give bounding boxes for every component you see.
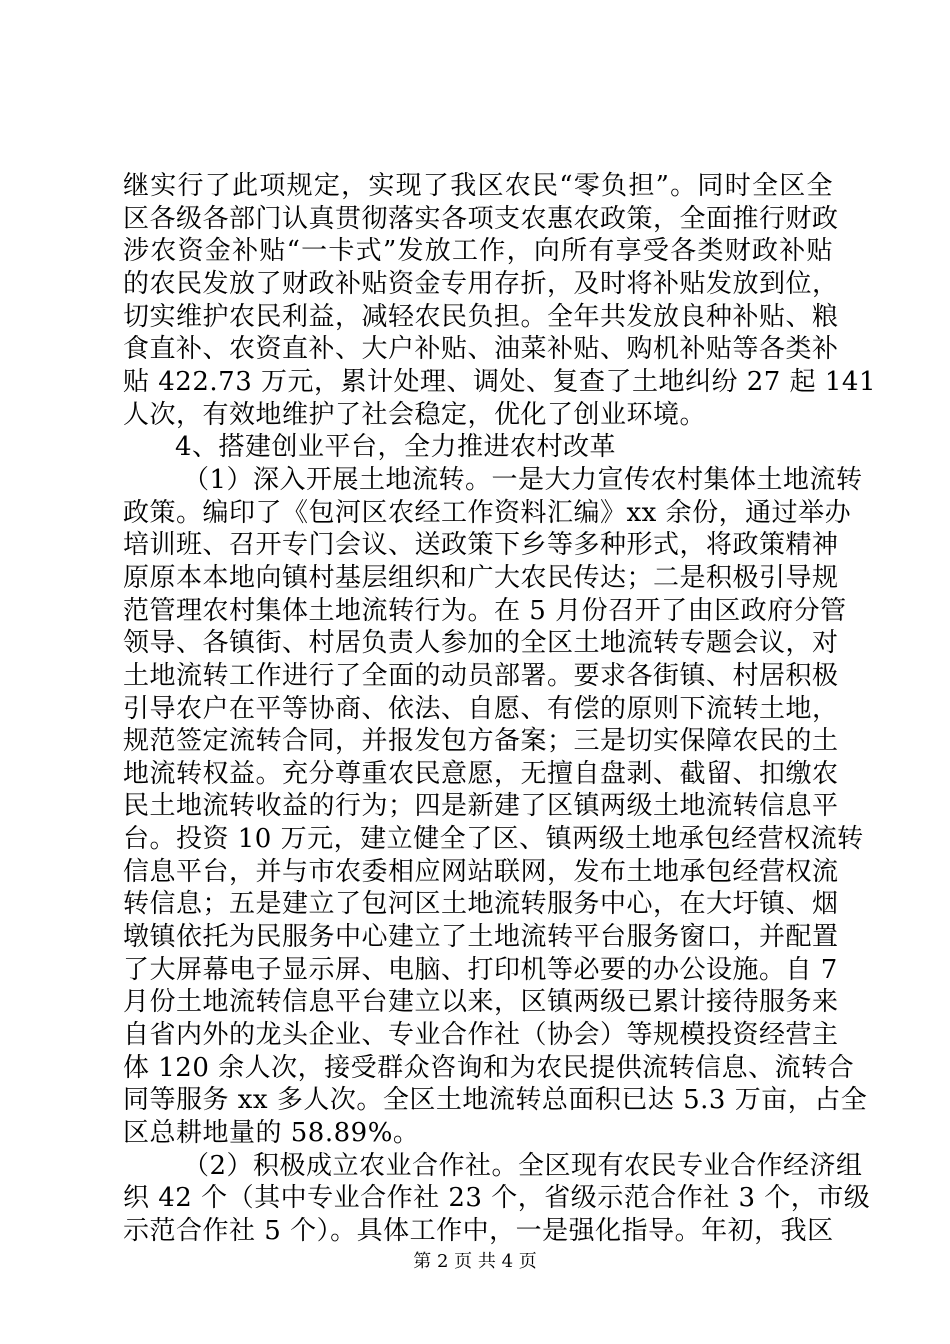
- section-heading: 4、搭建创业平台，全力推进农村改革: [175, 432, 617, 462]
- text-line: 月份土地流转信息平台建立以来，区镇两级已累计接待服务来: [123, 987, 839, 1017]
- text-line: 示范合作社 5 个）。具体工作中，一是强化指导。年初，我区: [123, 1216, 834, 1246]
- text-line: （2）积极成立农业合作社。全区现有农民专业合作经济组: [183, 1151, 863, 1181]
- text-line: 织 42 个（其中专业合作社 23 个，省级示范合作社 3 个，市级: [123, 1183, 871, 1213]
- text-line: 切实维护农民利益，减轻农民负担。全年共发放良种补贴、粮: [123, 302, 839, 332]
- text-line: 贴 422.73 万元，累计处理、调处、复查了土地纠纷 27 起 141: [123, 367, 877, 397]
- text-line: 区总耕地量的 58.89%。: [123, 1118, 420, 1148]
- text-line: 台。投资 10 万元，建立健全了区、镇两级土地承包经营权流转: [123, 824, 864, 854]
- text-line: 体 120 余人次，接受群众咨询和为农民提供流转信息、流转合: [123, 1053, 855, 1083]
- text-line: 继实行了此项规定，实现了我区农民“零负担”。同时全区全: [123, 171, 833, 201]
- text-line: 人次，有效地维护了社会稳定，优化了创业环境。: [123, 400, 707, 430]
- text-line: 区各级各部门认真贯彻落实各项支农惠农政策，全面推行财政: [123, 204, 839, 234]
- text-line: 领导、各镇街、村居负责人参加的全区土地流转专题会议，对: [123, 628, 839, 658]
- text-line: 同等服务 xx 多人次。全区土地流转总面积已达 5.3 万亩，占全: [123, 1085, 868, 1115]
- text-line: 规范签定流转合同，并报发包方备案；三是切实保障农民的土: [123, 726, 839, 756]
- text-line: 原原本本地向镇村基层组织和广大农民传达；二是积极引导规: [123, 563, 839, 593]
- text-line: 的农民发放了财政补贴资金专用存折，及时将补贴发放到位，: [123, 269, 839, 299]
- text-line: 引导农户在平等协商、依法、自愿、有偿的原则下流转土地，: [123, 694, 839, 724]
- text-line: （1）深入开展土地流转。一是大力宣传农村集体土地流转: [183, 465, 863, 495]
- text-line: 土地流转工作进行了全面的动员部署。要求各街镇、村居积极: [123, 661, 839, 691]
- text-line: 了大屏幕电子显示屏、电脑、打印机等必要的办公设施。自 7: [123, 955, 838, 985]
- text-line: 范管理农村集体土地流转行为。在 5 月份召开了由区政府分管: [123, 596, 847, 626]
- text-line: 信息平台，并与市农委相应网站联网，发布土地承包经营权流: [123, 857, 839, 887]
- text-line: 食直补、农资直补、大户补贴、油菜补贴、购机补贴等各类补: [123, 334, 839, 364]
- page-footer: 第 2 页 共 4 页: [413, 1251, 537, 1272]
- text-line: 民土地流转收益的行为；四是新建了区镇两级土地流转信息平: [123, 791, 839, 821]
- text-line: 地流转权益。充分尊重农民意愿，无擅自盘剥、截留、扣缴农: [123, 759, 839, 789]
- text-line: 培训班、召开专门会议、送政策下乡等多种形式，将政策精神: [123, 530, 839, 560]
- text-line: 涉农资金补贴“一卡式”发放工作，向所有享受各类财政补贴: [123, 236, 833, 266]
- text-line: 政策。编印了《包河区农经工作资料汇编》xx 余份，通过举办: [123, 498, 852, 528]
- text-line: 转信息；五是建立了包河区土地流转服务中心，在大圩镇、烟: [123, 889, 839, 919]
- text-line: 自省内外的龙头企业、专业合作社（协会）等规模投资经营主: [123, 1020, 839, 1050]
- text-line: 墩镇依托为民服务中心建立了土地流转平台服务窗口，并配置: [123, 922, 839, 952]
